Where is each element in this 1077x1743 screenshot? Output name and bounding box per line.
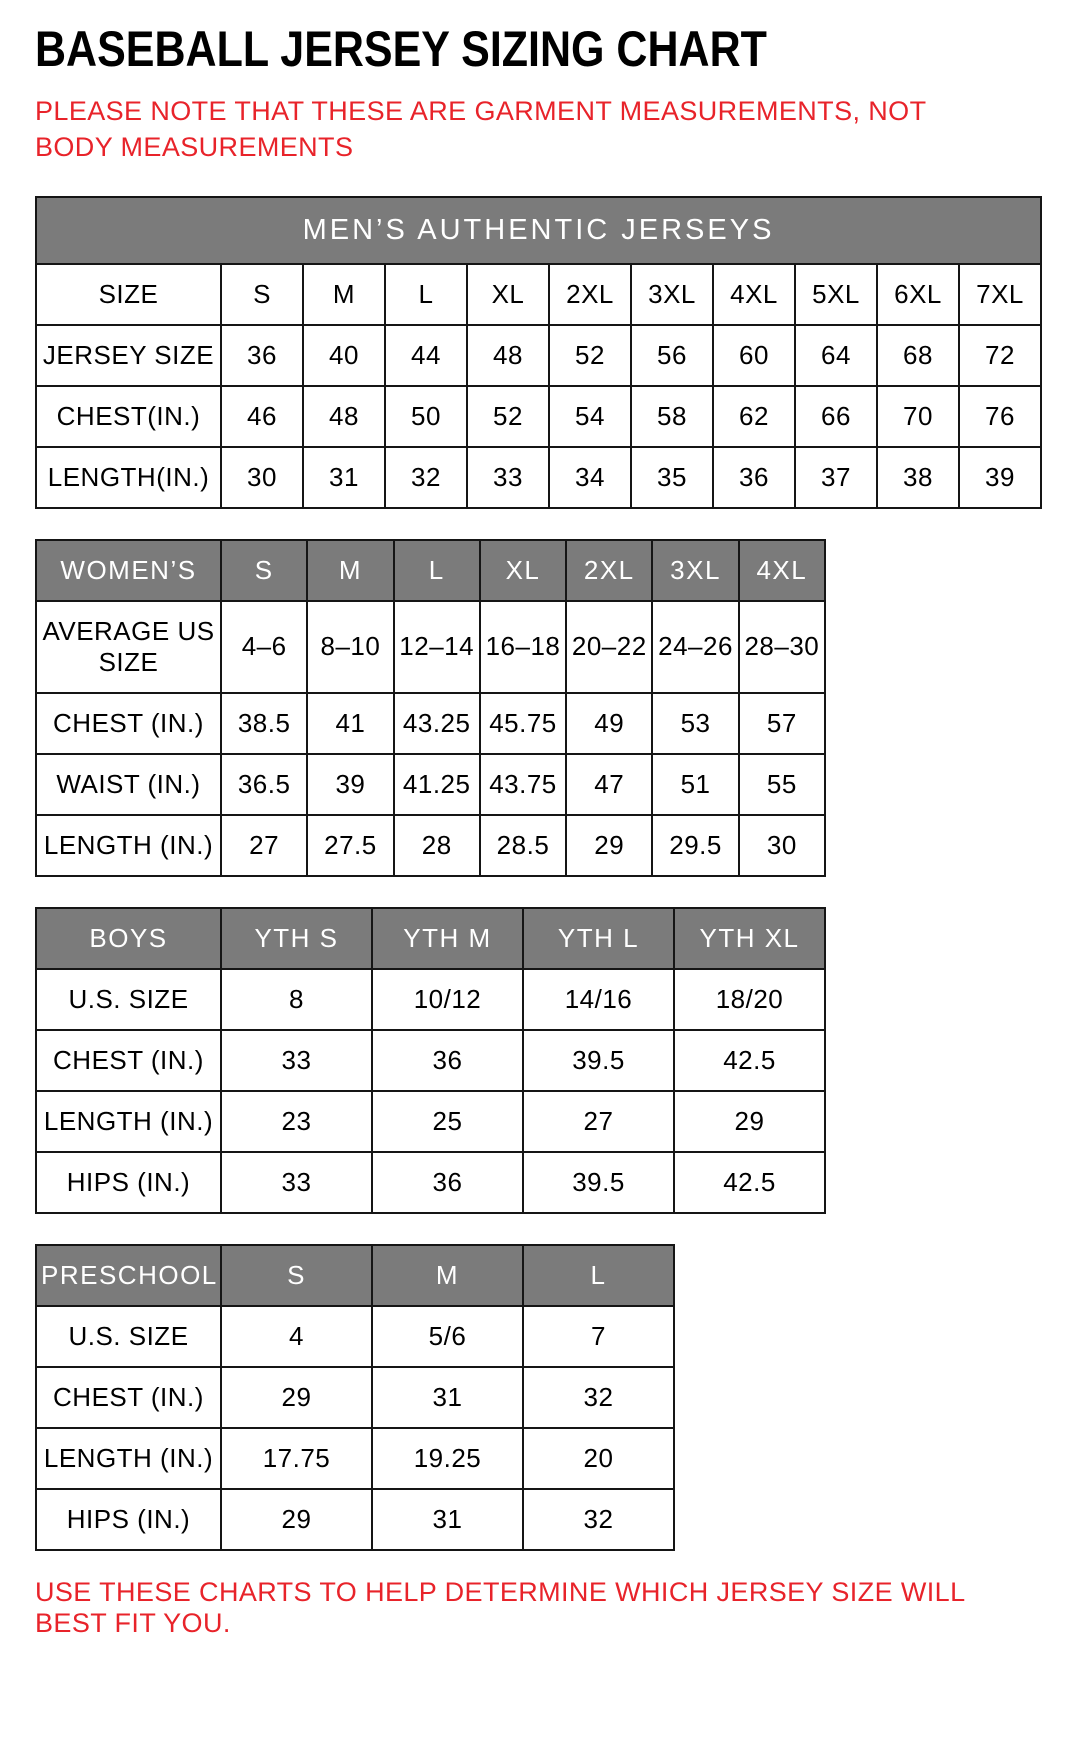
table-cell: XL xyxy=(467,264,549,325)
column-header: S xyxy=(221,1245,372,1306)
table-row xyxy=(36,264,1041,325)
table-cell: 48 xyxy=(467,325,549,386)
column-header: 4XL xyxy=(739,540,825,601)
row-label: JERSEY SIZE xyxy=(36,325,221,386)
column-header: 3XL xyxy=(652,540,738,601)
table-cell: 25 xyxy=(372,1091,523,1152)
table-cell: 32 xyxy=(523,1367,674,1428)
table-cell: 48 xyxy=(303,386,385,447)
table-cell: 50 xyxy=(385,386,467,447)
table-row xyxy=(36,1091,825,1152)
column-header: YTH M xyxy=(372,908,523,969)
row-label: SIZE xyxy=(36,264,221,325)
table-cell: 33 xyxy=(221,1152,372,1213)
table-cell: 58 xyxy=(631,386,713,447)
table-cell: 2XL xyxy=(549,264,631,325)
row-label: AVERAGE US SIZE xyxy=(36,601,221,693)
table-row xyxy=(36,693,825,754)
page-title-text: BASEBALL JERSEY SIZING CHART xyxy=(35,21,767,77)
table-cell: 68 xyxy=(877,325,959,386)
row-label: HIPS (IN.) xyxy=(36,1152,221,1213)
table-cell: 27.5 xyxy=(307,815,393,876)
table-cell: 42.5 xyxy=(674,1030,825,1091)
column-header: M xyxy=(372,1245,523,1306)
column-header: YTH L xyxy=(523,908,674,969)
table-cell: 47 xyxy=(566,754,652,815)
table-cell: 44 xyxy=(385,325,467,386)
table-cell: 16–18 xyxy=(480,601,566,693)
table-cell: L xyxy=(385,264,467,325)
table-cell: 19.25 xyxy=(372,1428,523,1489)
table-cell: 41 xyxy=(307,693,393,754)
table-cell: 36 xyxy=(372,1030,523,1091)
table-cell: 27 xyxy=(523,1091,674,1152)
page-subtitle: PLEASE NOTE THAT THESE ARE GARMENT MEASUREMENTS, NOT BODY MEASUREMENTS xyxy=(35,96,926,163)
column-header: L xyxy=(523,1245,674,1306)
boys-sizing-table xyxy=(35,907,826,1214)
womens-sizing-table xyxy=(35,539,826,877)
row-label: U.S. SIZE xyxy=(36,1306,221,1367)
table-cell: 31 xyxy=(372,1489,523,1550)
table-row xyxy=(36,601,825,693)
table-cell: 76 xyxy=(959,386,1041,447)
table-cell: 33 xyxy=(467,447,549,508)
table-row xyxy=(36,1152,825,1213)
table-cell: 20 xyxy=(523,1428,674,1489)
table-cell: 37 xyxy=(795,447,877,508)
table-cell: 3XL xyxy=(631,264,713,325)
table-cell: 39.5 xyxy=(523,1030,674,1091)
table-row xyxy=(36,1489,674,1550)
column-header: S xyxy=(221,540,307,601)
table-cell: 53 xyxy=(652,693,738,754)
page-title xyxy=(35,22,1042,77)
table-cell: 29 xyxy=(221,1489,372,1550)
table-cell: 36 xyxy=(372,1152,523,1213)
table-row xyxy=(36,386,1041,447)
table-cell: 52 xyxy=(549,325,631,386)
table-cell: 43.25 xyxy=(394,693,480,754)
table-cell: 4–6 xyxy=(221,601,307,693)
table-cell: 35 xyxy=(631,447,713,508)
table-cell: 32 xyxy=(523,1489,674,1550)
table-header-label: BOYS xyxy=(36,908,221,969)
table-cell: 29.5 xyxy=(652,815,738,876)
table-cell: 28.5 xyxy=(480,815,566,876)
row-label: LENGTH(IN.) xyxy=(36,447,221,508)
table-cell: 38.5 xyxy=(221,693,307,754)
table-header-label: PRESCHOOL xyxy=(36,1245,221,1306)
table-header-row xyxy=(36,540,825,601)
row-label: CHEST (IN.) xyxy=(36,1030,221,1091)
table-row xyxy=(36,325,1041,386)
table-cell: 27 xyxy=(221,815,307,876)
table-cell: 45.75 xyxy=(480,693,566,754)
table-cell: 12–14 xyxy=(394,601,480,693)
column-header: XL xyxy=(480,540,566,601)
row-label: HIPS (IN.) xyxy=(36,1489,221,1550)
table-cell: 20–22 xyxy=(566,601,652,693)
table-header-row xyxy=(36,908,825,969)
column-header: 2XL xyxy=(566,540,652,601)
table-cell: 56 xyxy=(631,325,713,386)
table-cell: 31 xyxy=(372,1367,523,1428)
table-cell: 29 xyxy=(674,1091,825,1152)
table-cell: 40 xyxy=(303,325,385,386)
table-cell: 29 xyxy=(566,815,652,876)
row-label: WAIST (IN.) xyxy=(36,754,221,815)
table-cell: 39 xyxy=(959,447,1041,508)
table-cell: 49 xyxy=(566,693,652,754)
table-cell: 30 xyxy=(221,447,303,508)
table-cell: 7 xyxy=(523,1306,674,1367)
table-cell: 8 xyxy=(221,969,372,1030)
table-row xyxy=(36,447,1041,508)
table-cell: 4 xyxy=(221,1306,372,1367)
row-label: LENGTH (IN.) xyxy=(36,1428,221,1489)
table-cell: 57 xyxy=(739,693,825,754)
table-cell: 52 xyxy=(467,386,549,447)
table-cell: 6XL xyxy=(877,264,959,325)
table-cell: 70 xyxy=(877,386,959,447)
table-cell: 31 xyxy=(303,447,385,508)
table-cell: 36 xyxy=(221,325,303,386)
row-label: CHEST (IN.) xyxy=(36,693,221,754)
table-cell: 42.5 xyxy=(674,1152,825,1213)
row-label: LENGTH (IN.) xyxy=(36,815,221,876)
table-cell: 36.5 xyxy=(221,754,307,815)
table-cell: 72 xyxy=(959,325,1041,386)
column-header: L xyxy=(394,540,480,601)
column-header: YTH S xyxy=(221,908,372,969)
table-cell: 36 xyxy=(713,447,795,508)
table-title-row xyxy=(36,197,1041,264)
table-cell: 23 xyxy=(221,1091,372,1152)
row-label: CHEST(IN.) xyxy=(36,386,221,447)
footer-note: USE THESE CHARTS TO HELP DETERMINE WHICH JERSEY SIZE WILL BEST FIT YOU. xyxy=(35,1576,965,1638)
table-cell: 24–26 xyxy=(652,601,738,693)
table-cell: 34 xyxy=(549,447,631,508)
table-cell: M xyxy=(303,264,385,325)
table-cell: 43.75 xyxy=(480,754,566,815)
table-header-label: WOMEN’S xyxy=(36,540,221,601)
row-label: U.S. SIZE xyxy=(36,969,221,1030)
table-cell: 14/16 xyxy=(523,969,674,1030)
table-title: MEN’S AUTHENTIC JERSEYS xyxy=(36,197,1041,264)
table-cell: 41.25 xyxy=(394,754,480,815)
table-cell: 39.5 xyxy=(523,1152,674,1213)
table-cell: 54 xyxy=(549,386,631,447)
table-row xyxy=(36,754,825,815)
table-cell: 55 xyxy=(739,754,825,815)
table-cell: 33 xyxy=(221,1030,372,1091)
preschool-sizing-table xyxy=(35,1244,675,1551)
table-cell: 62 xyxy=(713,386,795,447)
row-label: LENGTH (IN.) xyxy=(36,1091,221,1152)
table-cell: 51 xyxy=(652,754,738,815)
table-cell: 66 xyxy=(795,386,877,447)
table-cell: 29 xyxy=(221,1367,372,1428)
table-cell: 7XL xyxy=(959,264,1041,325)
table-row xyxy=(36,1306,674,1367)
table-cell: 28 xyxy=(394,815,480,876)
table-row xyxy=(36,1030,825,1091)
table-cell: 39 xyxy=(307,754,393,815)
mens-sizing-table xyxy=(35,196,1042,509)
column-header: M xyxy=(307,540,393,601)
row-label: CHEST (IN.) xyxy=(36,1367,221,1428)
table-cell: 64 xyxy=(795,325,877,386)
table-cell: 10/12 xyxy=(372,969,523,1030)
table-cell: 5XL xyxy=(795,264,877,325)
table-row xyxy=(36,815,825,876)
table-cell: 8–10 xyxy=(307,601,393,693)
table-cell: 17.75 xyxy=(221,1428,372,1489)
table-cell: 18/20 xyxy=(674,969,825,1030)
table-cell: 46 xyxy=(221,386,303,447)
table-cell: 5/6 xyxy=(372,1306,523,1367)
table-cell: 38 xyxy=(877,447,959,508)
table-cell: 30 xyxy=(739,815,825,876)
table-row xyxy=(36,969,825,1030)
table-cell: S xyxy=(221,264,303,325)
column-header: YTH XL xyxy=(674,908,825,969)
table-cell: 60 xyxy=(713,325,795,386)
table-row xyxy=(36,1367,674,1428)
table-cell: 4XL xyxy=(713,264,795,325)
table-cell: 28–30 xyxy=(739,601,825,693)
table-row xyxy=(36,1428,674,1489)
table-header-row xyxy=(36,1245,674,1306)
table-cell: 32 xyxy=(385,447,467,508)
